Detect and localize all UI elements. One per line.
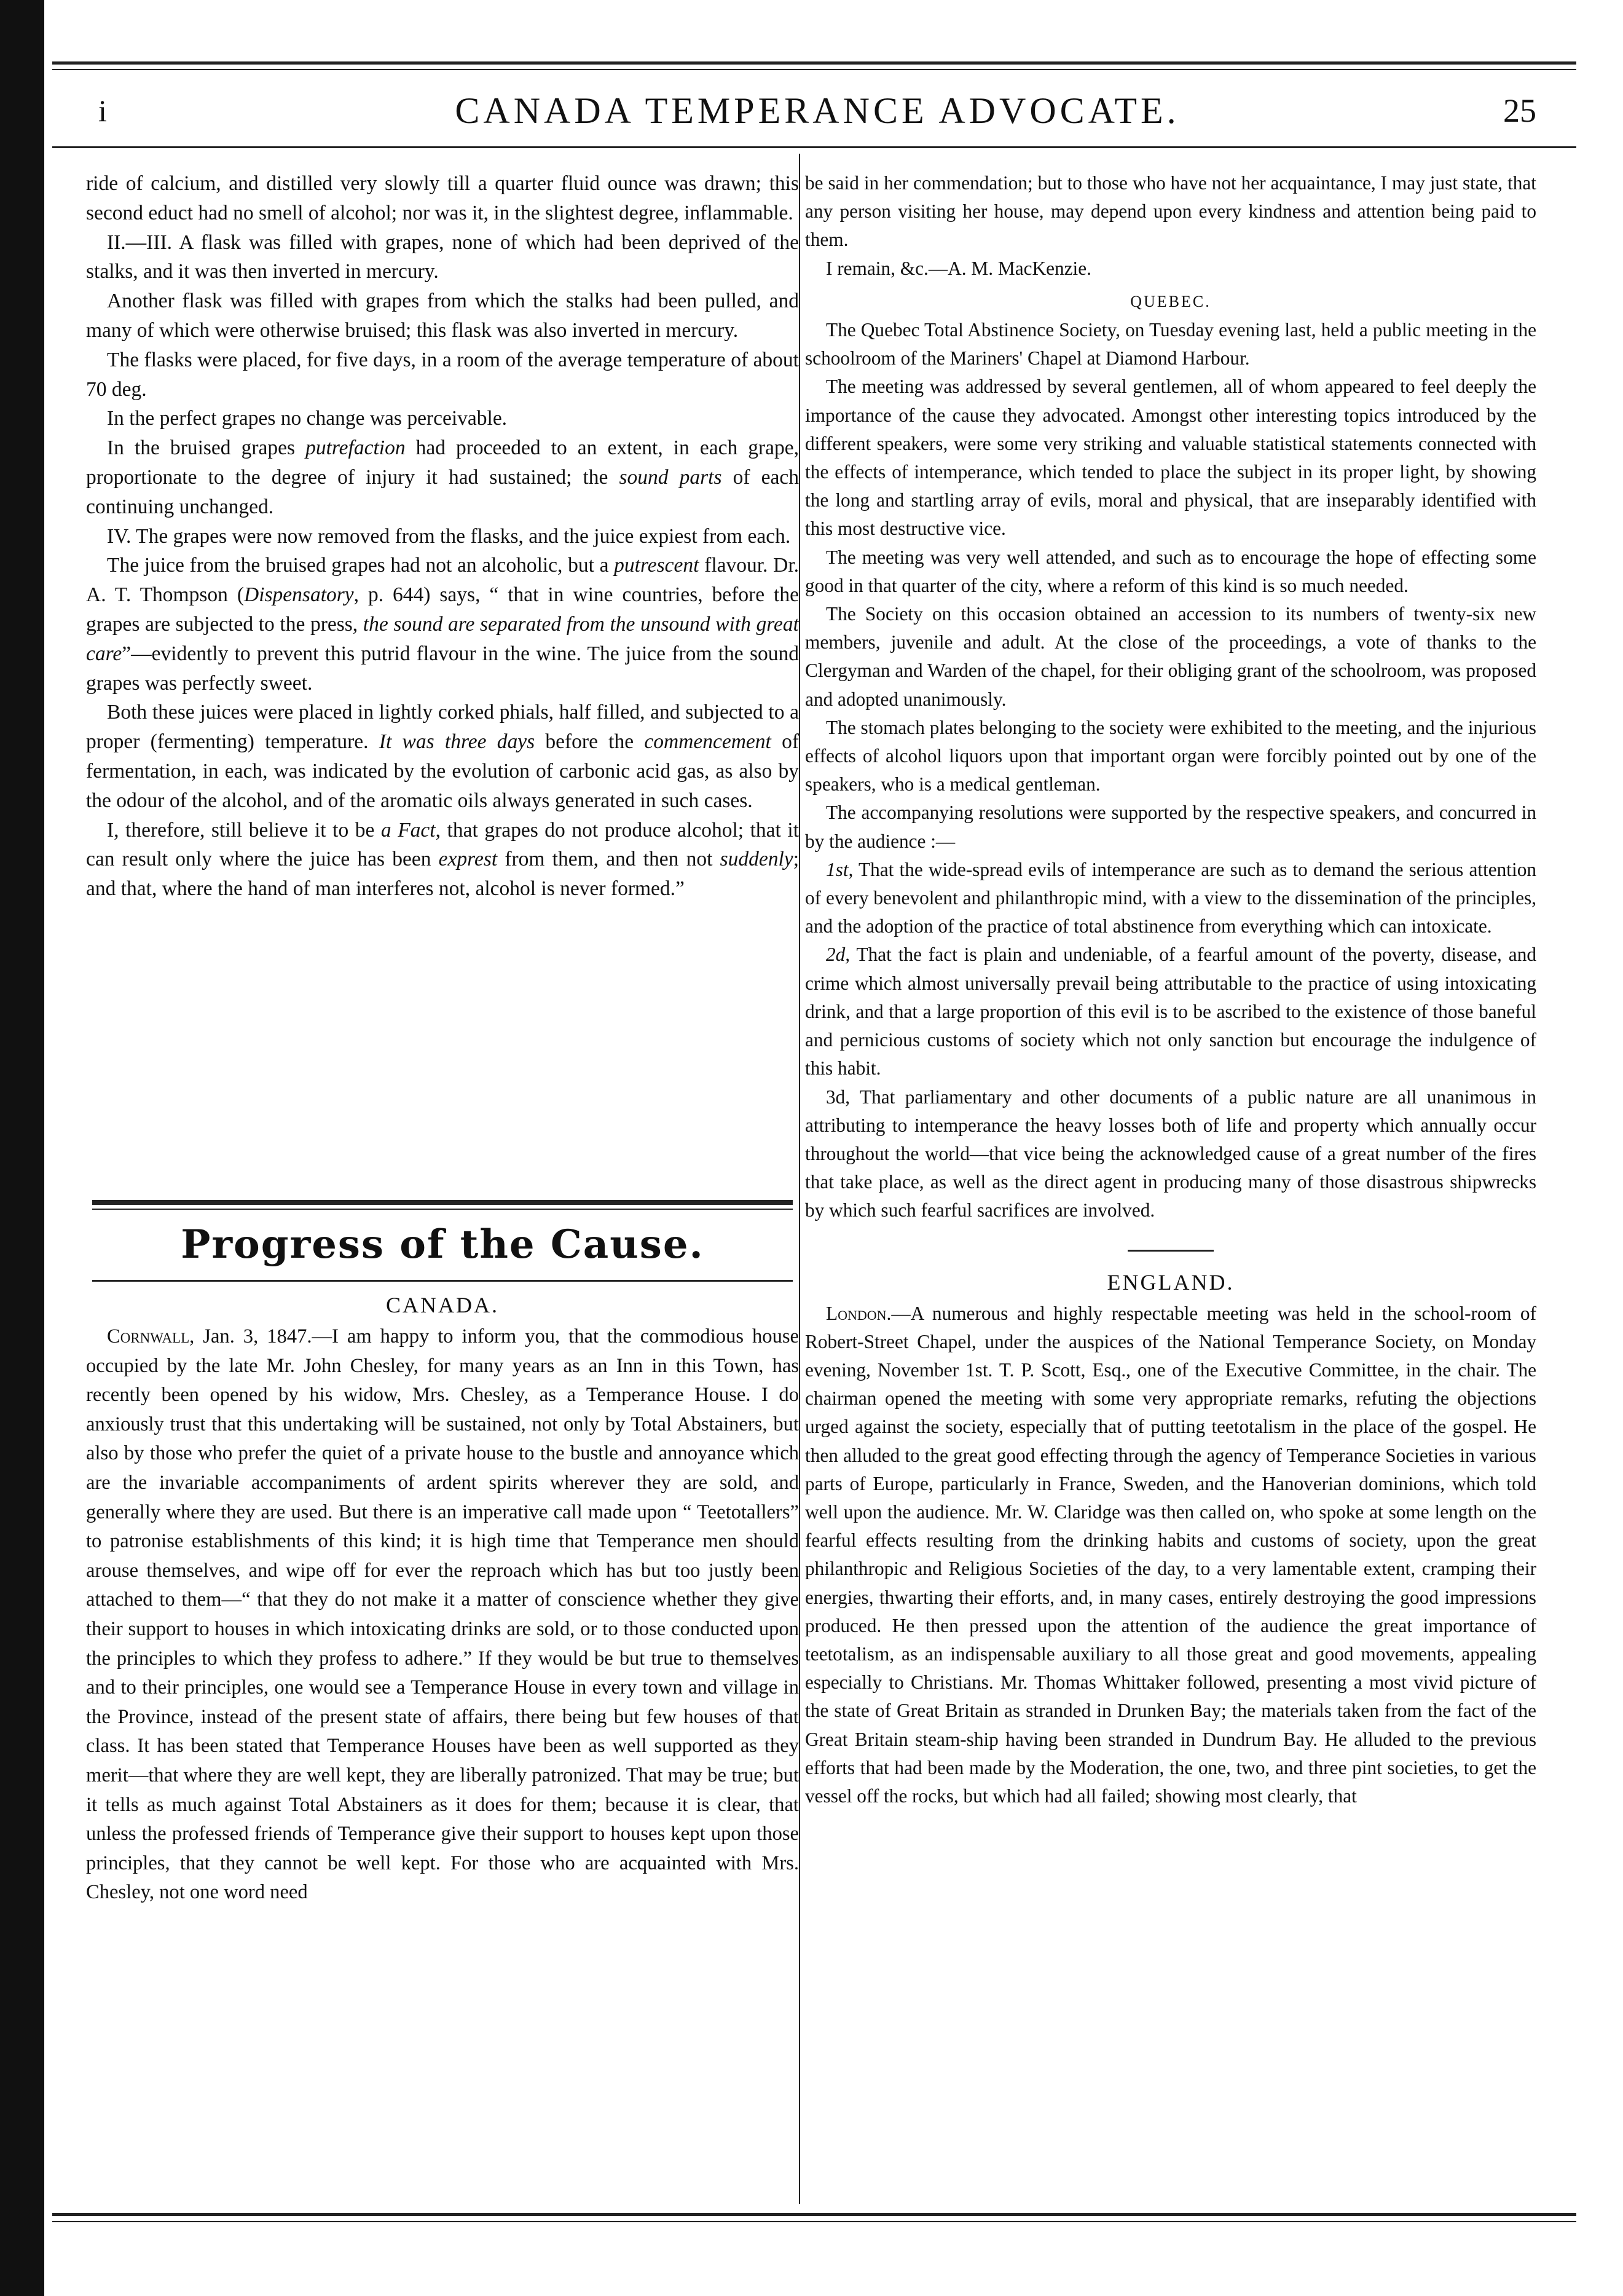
- resolution: 3d, That parliamentary and other documents of a public nature are all unanimous in attributing to intemperance the heavy losses both of life and property which annually occur throughout the world—that vice being the acknowledged cause of a great number of the fires that take place, as well as the direct agent in producing many of those disastrous shipwrecks by which such fearful sacrifices are involved.: [805, 1086, 1536, 1221]
- publication-title: CANADA TEMPERANCE ADVOCATE.: [455, 90, 1180, 131]
- paragraph: IV. The grapes were now removed from the flasks, and the juice expiest from each.: [107, 524, 791, 548]
- right-column: [805, 169, 1536, 1810]
- paragraph: The meeting was addressed by several gentlemen, all of whom appeared to feel deeply the importance of the cause they advocated. Amongst other interesting topics introduced by the different speakers, were some very striking and valuable statistical statements connected with the effects of intemperance, which tended to place the subject in its proper light, by showing the long and startling array of evils, moral and physical, that are inseparably identified with this most destructive vice.: [805, 376, 1536, 540]
- paragraph: The flasks were placed, for five days, in a room of the average temperature of about 70 deg.: [86, 348, 799, 401]
- page-header: [98, 86, 1536, 135]
- resolution: 1st, That the wide-spread evils of intemperance are such as to demand the serious attention of every benevolent and philanthropic mind, with a view to the dissemination of the principles, and the adoption of the practice of total abstinence from everything which can intoxicate.: [805, 858, 1536, 937]
- paragraph: In the bruised grapes putrefaction had proceeded to an extent, in each grape, proportionate to the degree of injury it had sustained; the sound parts of each continuing unchanged.: [86, 436, 799, 518]
- paragraph: The stomach plates belonging to the society were exhibited to the meeting, and the injurious effects of alcohol liquors upon that important organ were forcibly pointed out by one of the speakers, who is a medical gentleman.: [805, 716, 1536, 795]
- section-title: Progress of the Cause.: [181, 1221, 704, 1268]
- paragraph: II.—III. A flask was filled with grapes, none of which had been deprived of the stalks, and it was then inverted in mercury.: [86, 231, 799, 283]
- divider: [1128, 1250, 1214, 1252]
- paragraph: The juice from the bruised grapes had not an alcoholic, but a putrescent flavour. Dr. A. T. Thompson (Dispensatory, p. 644) says, “ that in wine countries, before the grapes are subjected to the press, the sound are separated from the unsound with great care”—evidently to prevent this putrid flavour in the wine. The juice from the sound grapes was perfectly sweet.: [86, 554, 800, 695]
- article-canada: [86, 1288, 799, 1907]
- section-rule-top-thin: [92, 1209, 793, 1210]
- page-number: 25: [1503, 92, 1536, 129]
- top-rule-thin: [52, 69, 1576, 70]
- paragraph: ride of calcium, and distilled very slowly till a quarter fluid ounce was drawn; this second educt had no smell of alcohol; nor was it, in the slightest degree, inflammable.: [86, 172, 799, 224]
- article-grapes-conclusion: [86, 169, 799, 904]
- section-subheading: CANADA.: [385, 1293, 499, 1317]
- paragraph: London.—A numerous and highly respectable meeting was held in the school-room of Robert-Street Chapel, under the auspices of the National Temperance Society, on Monday evening, November 1st. T. P. Scott, Esq., one of the Executive Committee, in the chair. The chairman opened the meeting with some very appropriate remarks, refuting the objections urged against the society, especially that of putting teetotalism in the place of the gospel. He then alluded to the great good effecting through the agency of Temperance Societies in various parts of Europe, particularly in France, Sweden, and the Hanoverian dominions, which told well upon the audience. Mr. W. Claridge was then called on, who spoke at some length on the fearful effects resulting from the drinking habits and customs of society, upon the great philanthropic and Religious Societies of the day, to a very lamentable extent, cramping their energies, thwarting their efforts, and, in many cases, entirely destroying the good impressions produced. He then pressed upon the attention of the audience the great importance of teetotalism, as an indispensable auxiliary to all those great and good movements, appealing especially to Christians. Mr. Thomas Whittaker followed, presenting a most vivid picture of the state of Great Britain as stranded in Drunken Bay; the materials taken from the fact of the Great Britain steam-ship having been stranded in Dundrum Bay. He alluded to the previous efforts that had been made by the Moderation, the one, two, and three pint societies, to get the vessel off the rocks, but which had all failed; showing most clearly, that: [805, 1302, 1536, 1807]
- paragraph: The Quebec Total Abstinence Society, on Tuesday evening last, held a public meeting in the schoolroom of the Mariners' Chapel at Diamond Harbour.: [805, 319, 1536, 369]
- binding-edge: [0, 0, 44, 2296]
- section-subheading: ENGLAND.: [1107, 1269, 1235, 1295]
- column-divider: [799, 154, 800, 2204]
- paragraph: Another flask was filled with grapes from which the stalks had been pulled, and many of which were otherwise bruised; this flask was also inverted in mercury.: [86, 290, 799, 342]
- paragraph: The Society on this occasion obtained an accession to its numbers of twenty-six new members, juvenile and adult. At the close of the proceedings, a vote of thanks to the Clergyman and Warden of the chapel, for their obliging grant of the schoolroom, was proposed and adopted unanimously.: [805, 603, 1536, 710]
- section-rule-top-thick: [92, 1200, 793, 1205]
- paragraph: The accompanying resolutions were supported by the respective speakers, and concurred in by the audience :—: [805, 802, 1536, 852]
- header-mark: i: [98, 93, 107, 128]
- paragraph: Both these juices were placed in lightly corked phials, half filled, and subjected to a proper (fermenting) temperature. It was three days before the commencement of fermentation, in each, was indicated by the evolution of carbonic acid gas, as also by the odour of the alcohol, and of the aromatic oils always generated in such cases.: [86, 701, 799, 812]
- resolution: 2d, That the fact is plain and undeniable, of a fearful amount of the poverty, disease, and crime which almost universally prevail being attributable to the practice of using intoxicating drink, and that a large proportion of this evil is to be ascribed to the existence of those baneful and pernicious customs of society which not only sanction but encourage the indulgence of this habit.: [805, 944, 1536, 1079]
- header-rule: [52, 146, 1576, 148]
- paragraph: The meeting was very well attended, and such as to encourage the hope of effecting some good in that quarter of the city, where a reform of this kind is so much needed.: [805, 546, 1536, 596]
- paragraph: In the perfect grapes no change was perceivable.: [107, 407, 508, 430]
- top-rule-thick: [52, 61, 1576, 65]
- bottom-rule-thin: [52, 2221, 1576, 2222]
- paragraph: I, therefore, still believe it to be a Fact, that grapes do not produce alcohol; that it can result only where the juice has been exprest from them, and then not suddenly; and that, where the hand of man interferes not, alcohol is never formed.”: [86, 818, 800, 901]
- bottom-rule-thick: [52, 2213, 1576, 2216]
- paragraph: Cornwall, Jan. 3, 1847.—I am happy to inform you, that the commodious house occupied by the late Mr. John Chesley, for many years as an Inn in this Town, has recently been opened by his widow, Mrs. Chesley, as a Temperance House. I do anxiously trust that this undertaking will be sustained, not only by Total Abstainers, but also by those who prefer the quiet of a private house to the bustle and annoyance which are the invariable accompaniments of ardent spirits wherever they are sold, and generally where they are used. But there is an imperative call made upon “ Teetotallers” to patronise establishments of this kind; it is high time that Temperance men should arouse themselves, and wipe off for ever the reproach which has but too justly been attached to them—“ that they do not make it a matter of conscience whether they give their support to houses in which intoxicating drinks are sold, or to those conducted upon the principles to which they profess to adhere.” If they would be but true to themselves and to their principles, one would see a Temperance House in every town and village in the Province, instead of the present state of affairs, there being but few houses of that class. It has been stated that Temperance Houses have been as well supported as they merit—that where they are well kept, they are liberally patronized. That may be true; but it tells as much against Total Abstainers as it does for them; because it is clear, that unless the professed friends of Temperance give their support to houses kept upon those principles, that they cannot be well kept. For those who are acquainted with Mrs. Chesley, not one word need: [86, 1325, 799, 1904]
- signature: I remain, &c.—A. M. MacKenzie.: [826, 257, 1091, 279]
- section-rule-bottom: [92, 1280, 793, 1282]
- paragraph: be said in her commendation; but to those who have not her acquaintance, I may just state, that any person visiting her house, may depend upon every kindness and attention being paid to them.: [805, 172, 1536, 251]
- section-subheading: QUEBEC.: [1130, 292, 1211, 310]
